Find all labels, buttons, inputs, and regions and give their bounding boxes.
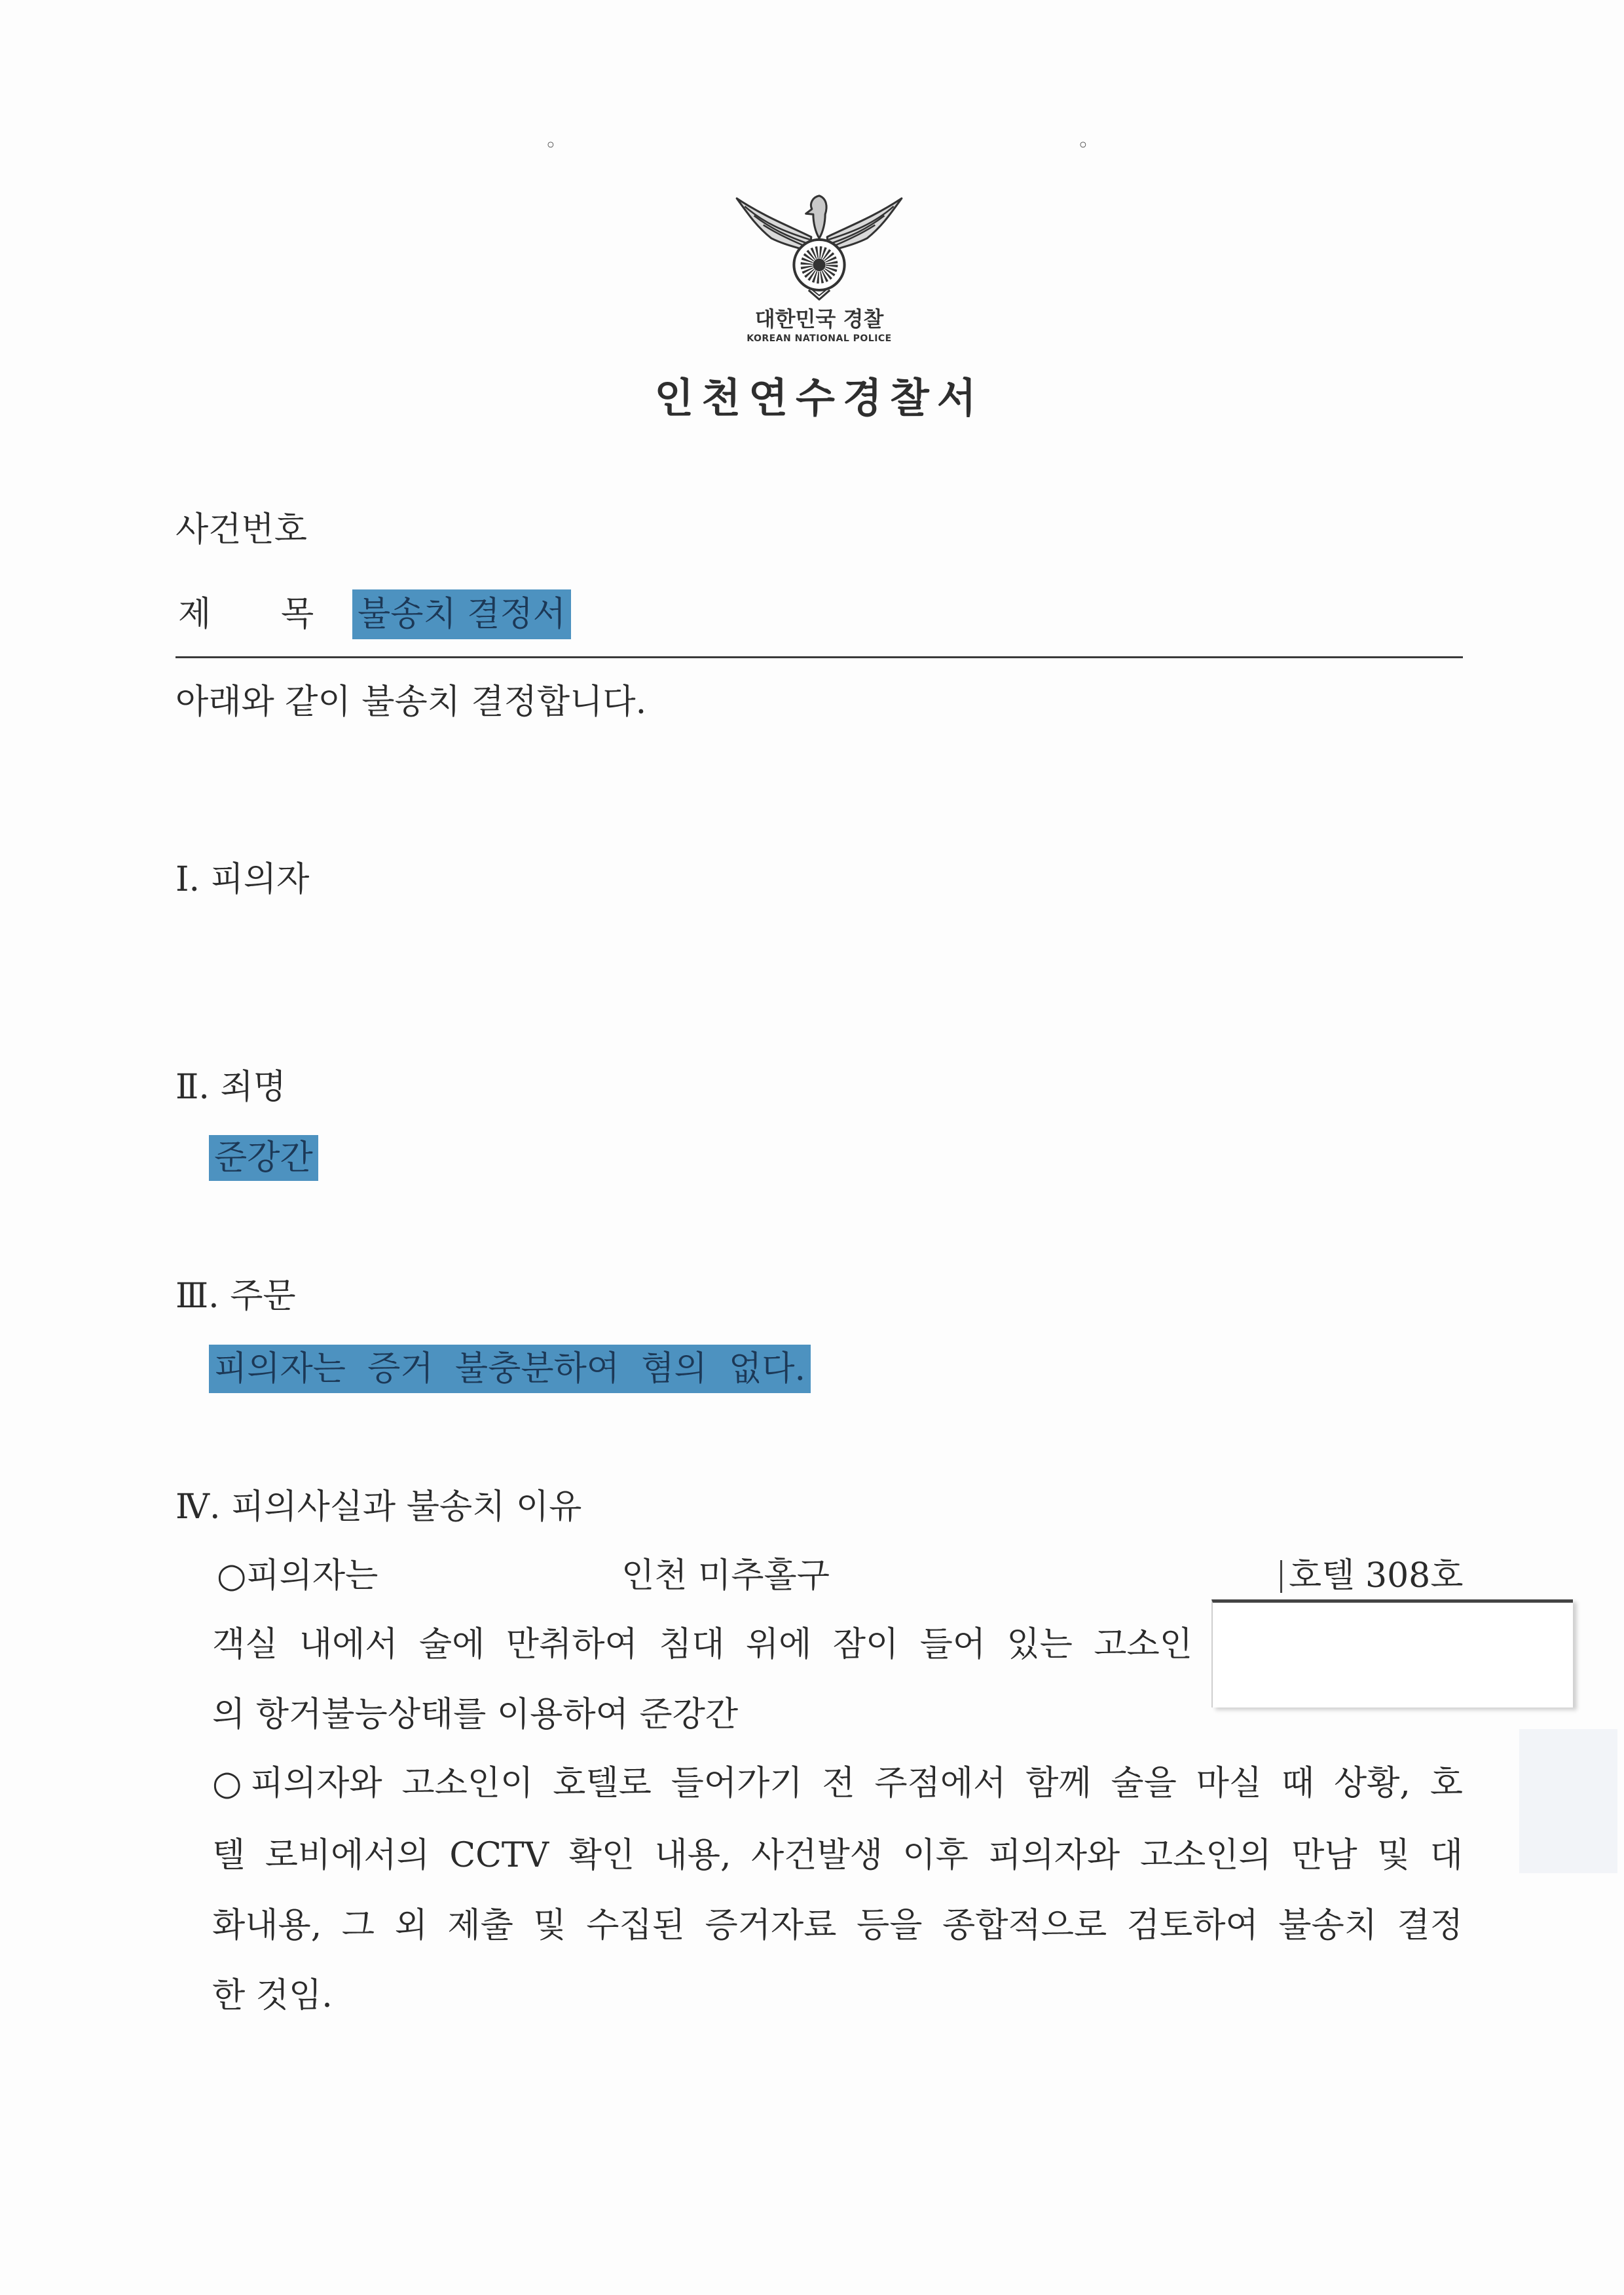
- section-4-heading: Ⅳ. 피의사실과 불송치 이유: [175, 1487, 582, 1527]
- reason-line-1-location: 인천 미추홀구: [621, 1556, 830, 1595]
- agency-title: 인천연수경찰서: [654, 374, 984, 422]
- emblem-name-english: KOREAN NATIONAL POLICE: [747, 333, 892, 344]
- intro-text: 아래와 같이 불송치 결정합니다.: [175, 682, 647, 722]
- reason-line-5: 텔 로비에서의 CCTV 확인 내용, 사건발생 이후 피의자와 고소인의 만남 및 대: [212, 1836, 1463, 1875]
- subject-label-first: 제: [178, 595, 212, 634]
- case-number-label: 사건번호: [175, 510, 307, 550]
- subject-value-highlight: 불송치 결정서: [352, 589, 571, 639]
- redaction-sticker: [1211, 1599, 1573, 1707]
- reason-line-2: 객실 내에서 술에 만취하여 침대 위에 잠이 들어 있는 고소인: [212, 1625, 1192, 1664]
- disposition-highlight: 피의자는 증거 불충분하여 혐의 없다.: [209, 1345, 811, 1393]
- police-eagle-emblem-icon: [731, 190, 907, 303]
- top-mark-left: ◦: [545, 134, 557, 157]
- subject-label-second: 목: [281, 595, 314, 634]
- header-divider: [175, 656, 1463, 658]
- section-2-heading: Ⅱ. 죄명: [175, 1068, 286, 1107]
- reason-line-3: 의 항거불능상태를 이용하여 준강간: [212, 1695, 739, 1734]
- reason-line-1-lead: ○피의자는: [217, 1556, 378, 1595]
- redaction-sticker-shadow: [1519, 1729, 1617, 1873]
- redaction-edge-bar: [1280, 1560, 1282, 1593]
- top-mark-right: ◦: [1077, 134, 1089, 157]
- emblem-name-korean: 대한민국 경찰: [754, 307, 884, 331]
- reason-line-4: ○피의자와 고소인이 호텔로 들어가기 전 주점에서 함께 술을 마실 때 상황, 호: [212, 1764, 1463, 1803]
- reason-line-1-place: 호텔 308호: [1289, 1556, 1464, 1595]
- charge-highlight: 준강간: [209, 1135, 318, 1181]
- reason-line-7: 한 것임.: [212, 1976, 333, 2015]
- section-3-heading: Ⅲ. 주문: [175, 1277, 296, 1316]
- section-1-heading: Ⅰ. 피의자: [175, 860, 310, 899]
- reason-line-6: 화내용, 그 외 제출 및 수집된 증거자료 등을 종합적으로 검토하여 불송치 결정: [212, 1906, 1463, 1945]
